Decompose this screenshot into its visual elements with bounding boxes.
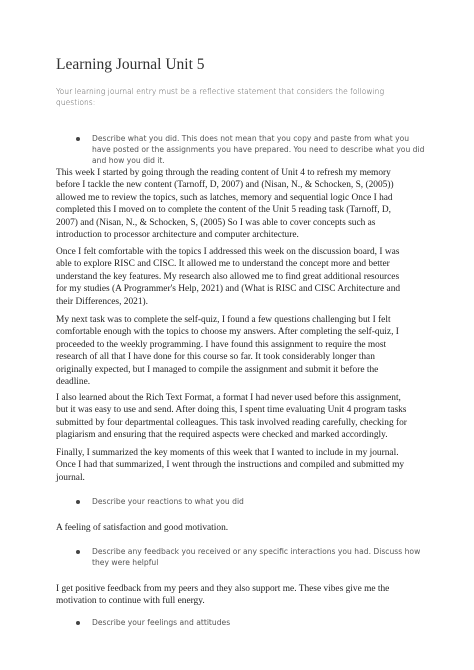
bullet-line: Describe your feelings and attitudes	[92, 618, 231, 627]
bullet-text	[92, 133, 424, 166]
paragraph-line: Finally, I summarized the key moments of this week that I wanted to include in my journal.	[56, 448, 399, 458]
paragraph-line: 2007) and (Nisan, N., & Schocken, S, (2005) So I was able to cover concepts such as	[56, 217, 376, 228]
bullet-line: have posted or the assignments you have prepared. You need to describe what you did	[92, 145, 425, 154]
bullet-line: Describe your reactions to what you did	[92, 497, 244, 506]
paragraph-line: originally expected, but I managed to compile the assignment and submit it before the	[56, 364, 379, 375]
page-title: Learning Journal Unit 5	[56, 56, 205, 73]
paragraph-line: My next task was to complete the self-quiz, I found a few questions challenging but I felt	[56, 315, 391, 325]
paragraph-positive-feedback	[56, 583, 426, 608]
bullet-line: they were helpful	[92, 558, 159, 567]
paragraph-line: research of all that I have done for this course so far. It took considerably longer than	[56, 352, 375, 363]
paragraph-line: submitted by four departmental colleagues. This task involved reading carefully, checking for	[56, 417, 407, 428]
intro-line: Your learning journal entry must be a reflective statement that considers the following	[56, 87, 385, 96]
paragraph-line: motivation to continue with full energy.	[56, 596, 205, 607]
bullet-line: and how you did it.	[92, 156, 165, 165]
paragraph-feeling	[56, 522, 426, 534]
paragraph-reading-content	[56, 167, 426, 241]
paragraph-line: their Differences, 2021).	[56, 296, 148, 307]
paragraph-summary	[56, 447, 426, 484]
bullet-line: Describe any feedback you received or any specific interactions you had. Discuss how	[92, 547, 421, 556]
paragraph-line: This week I started by going through the reading content of Unit 4 to refresh my memory	[56, 168, 391, 178]
intro-text	[56, 86, 426, 108]
paragraph-line: Once I felt comfortable with the topics I addressed this week on the discussion board, I was	[56, 247, 400, 257]
paragraph-line: introduction to processor architecture and computer architecture.	[56, 230, 299, 241]
paragraph-line: understand the key features. My research also allowed me to find great additional resources	[56, 271, 400, 282]
paragraph-line: deadline.	[56, 377, 91, 388]
bullet-dot-icon	[76, 550, 80, 554]
paragraph-line: I get positive feedback from my peers and they also support me. These vibes give me the	[56, 584, 390, 594]
bullet-dot-icon	[76, 621, 80, 625]
paragraph-self-quiz	[56, 314, 426, 388]
bullet-text	[92, 496, 244, 507]
paragraph-line: completed this I moved on to complete the content of the Unit 5 reading task (Tarnoff, D,	[56, 205, 392, 216]
paragraph-line: journal.	[56, 472, 85, 483]
paragraph-rich-text-format	[56, 392, 426, 442]
paragraph-line: proceeded to the weekly programming. I have found this assignment to require the most	[56, 339, 387, 350]
bullet-text	[92, 546, 420, 568]
paragraph-line: I also learned about the Rich Text Format, a format I had never used before this assignment,	[56, 393, 401, 403]
paragraph-line: plagiarism and ensuring that the required aspects were checked and marked accordingly.	[56, 430, 388, 441]
paragraph-line: A feeling of satisfaction and good motivation.	[56, 523, 229, 533]
paragraph-line: for my studies (A Programmer's Help, 2021) and (What is RISC and CISC Architecture and	[56, 284, 401, 295]
paragraph-line: allowed me to review the topics, such as latches, memory and sequential logic Once I had	[56, 192, 393, 203]
bullet-dot-icon	[76, 500, 80, 504]
intro-line: questions:	[56, 98, 96, 107]
paragraph-line: before I tackle the new content (Tarnoff, D, 2007) and (Nisan, N., & Schocken, S, (2005))	[56, 180, 394, 191]
paragraph-line: Once I had that summarized, I went through the instructions and compiled and submitted my	[56, 460, 405, 471]
bullet-dot-icon	[76, 137, 80, 141]
bullet-line: Describe what you did. This does not mean that you copy and paste from what you	[92, 134, 410, 143]
paragraph-line: comfortable enough with the topics to choose my answers. After completing the self-quiz, I	[56, 327, 399, 338]
paragraph-line: able to explore RISC and CISC. It allowed me to understand the concept more and better	[56, 259, 390, 270]
paragraph-discussion-board	[56, 246, 426, 308]
bullet-text	[92, 617, 230, 628]
paragraph-line: but it was easy to use and send. After doing this, I spent time evaluating Unit 4 program tasks	[56, 405, 407, 416]
